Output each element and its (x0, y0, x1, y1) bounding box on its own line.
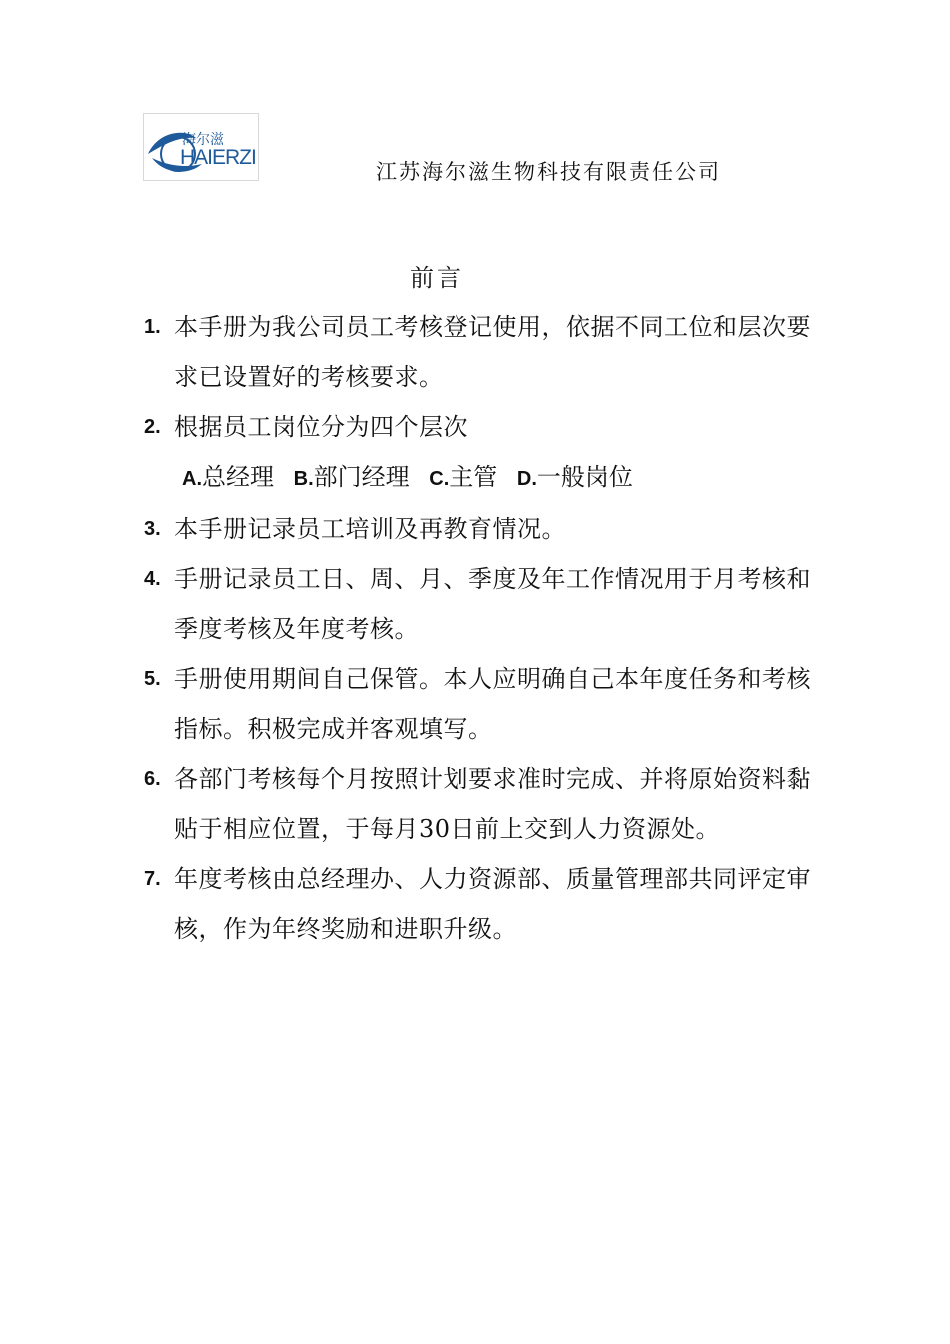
item-number: 4. (144, 568, 161, 590)
list-item (144, 554, 814, 654)
item-text: 本手册为我公司员工考核登记使用，依据不同工位和层次要求已设置好的考核要求。 (174, 313, 811, 391)
logo-leaf-icon (144, 114, 258, 180)
item-text: 本手册记录员工培训及再教育情况。 (174, 515, 566, 543)
page-title: 前言 (410, 264, 464, 292)
logo-chinese-text: 海尔滋 (182, 131, 224, 147)
level-option: B.部门经理 (293, 463, 410, 491)
company-name: 江苏海尔滋生物科技有限责任公司 (376, 160, 721, 184)
item-text: 年度考核由总经理办、人力资源部、质量管理部共同评定审核，作为年终奖励和进职升级。 (174, 865, 811, 943)
item-number: 7. (144, 868, 161, 890)
preface-list (144, 302, 814, 954)
item-number: 1. (144, 316, 161, 338)
item-number: 3. (144, 518, 161, 540)
item-number: 6. (144, 768, 161, 790)
list-item (144, 654, 814, 754)
logo-latin-text: HAIERZI (180, 146, 256, 169)
list-item (144, 302, 814, 402)
list-item (144, 504, 814, 554)
level-option: D.一般岗位 (516, 463, 633, 491)
company-logo (143, 113, 259, 181)
item-text: 根据员工岗位分为四个层次 (174, 413, 468, 441)
item-number: 2. (144, 416, 161, 438)
list-item (144, 854, 814, 954)
list-item (144, 402, 814, 452)
level-option: C.主管 (429, 463, 498, 491)
level-options (144, 452, 814, 504)
list-item (144, 754, 814, 854)
item-text: 手册记录员工日、周、月、季度及年工作情况用于月考核和季度考核及年度考核。 (174, 565, 811, 643)
item-number: 5. (144, 668, 161, 690)
level-option: A.总经理 (182, 463, 274, 491)
item-text: 手册使用期间自己保管。本人应明确自己本年度任务和考核指标。积极完成并客观填写。 (174, 665, 811, 743)
item-text: 各部门考核每个月按照计划要求准时完成、并将原始资料黏贴于相应位置，于每月30日前上交到人力资源处。 (174, 765, 811, 843)
